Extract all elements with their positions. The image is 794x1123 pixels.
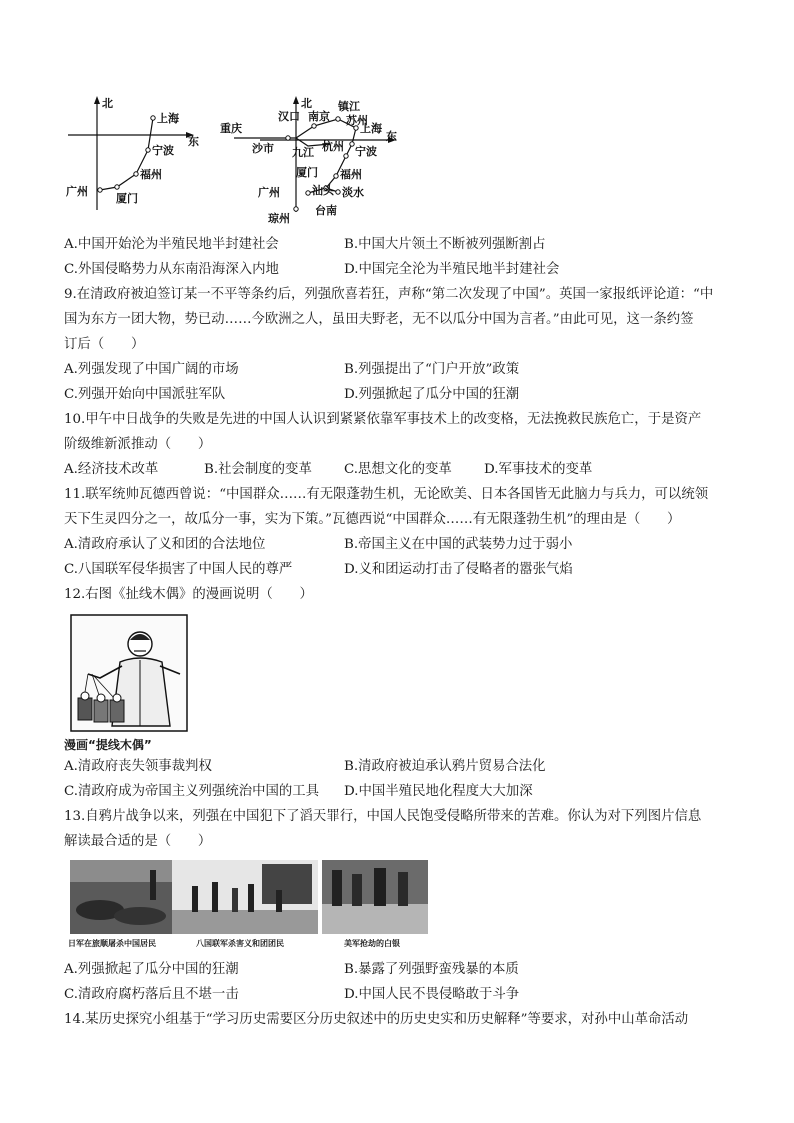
q10-option-a: A.经济技术改革 (64, 462, 159, 477)
map2-city: 镇江 (338, 100, 360, 113)
map2-city: 上海 (360, 122, 382, 135)
q11-option-c: C.八国联军侵华损害了中国人民的尊严 (64, 562, 293, 577)
q11-option-b: B.帝国主义在中国的武装势力过于弱小 (344, 537, 573, 552)
q13-option-d: D.中国人民不畏侵略敢于斗争 (344, 987, 520, 1002)
q9-option-c: C.列强开始向中国派驻军队 (64, 387, 226, 402)
q8-option-c: C.外国侵略势力从东南沿海深入内地 (64, 262, 279, 277)
photo-caption: 美军抢劫的白银 (344, 939, 400, 948)
map1-east-label: 东 (188, 135, 199, 148)
q12-option-d: D.中国半殖民地化程度大大加深 (344, 784, 533, 799)
q11-option-a: A.清政府承认了义和团的合法地位 (64, 537, 266, 552)
map2-city: 台南 (315, 204, 337, 217)
photo-caption: 日军在旅顺屠杀中国居民 (68, 939, 156, 948)
map2-city: 广州 (258, 186, 280, 199)
map2-city: 杭州 (322, 140, 344, 153)
map2-city: 宁波 (355, 145, 377, 158)
q12-option-c: C.清政府成为帝国主义列强统治中国的工具 (64, 784, 320, 799)
q11-option-d: D.义和团运动打击了侵略者的嚣张气焰 (344, 562, 573, 577)
q8-option-d: D.中国完全沦为半殖民地半封建社会 (344, 262, 560, 277)
map2-city: 九江 (292, 146, 314, 159)
map2-north-label: 北 (301, 97, 312, 110)
q12-stem: 12.右图《扯线木偶》的漫画说明（ ） (64, 587, 313, 602)
map1-city: 上海 (157, 112, 179, 125)
map1-city: 广州 (66, 185, 88, 198)
map2-city: 重庆 (220, 122, 242, 135)
q13-option-c: C.清政府腐朽落后且不堪一击 (64, 987, 239, 1002)
cartoon-caption: 漫画“提线木偶” (64, 738, 152, 752)
q9-stem: 9.在清政府被迫签订某一不平等条约后，列强欣喜若狂，声称“第二次发现了中国”。英国一家报纸评论道：“中 (64, 287, 714, 302)
q8-option-b: B.中国大片领土不断被列强断割占 (344, 237, 546, 252)
map2-city: 汉口 (278, 110, 300, 123)
q10-stem: 阶级维新派推动（ ） (64, 437, 212, 452)
q9-option-d: D.列强掀起了瓜分中国的狂潮 (344, 387, 520, 402)
q10-option-b: B.社会制度的变革 (204, 462, 312, 477)
q13-option-b: B.暴露了列强野蛮残暴的本质 (344, 962, 519, 977)
map1-city: 福州 (140, 168, 162, 181)
map-treaty-ports-1860 (212, 92, 417, 232)
q13-stem: 13.自鸦片战争以来，列强在中国犯下了滔天罪行，中国人民饱受侵略所带来的苦难。你认为对下列图片信息 (64, 809, 702, 824)
q10-option-c: C.思想文化的变革 (344, 462, 452, 477)
map-treaty-ports-1842 (60, 92, 210, 212)
photo-lushun-massacre (70, 860, 172, 934)
q9-stem: 订后（ ） (64, 337, 145, 352)
map2-city: 福州 (340, 168, 362, 181)
map1-city: 宁波 (152, 144, 174, 157)
map2-city: 淡水 (342, 186, 364, 199)
q13-option-a: A.列强掀起了瓜分中国的狂潮 (64, 962, 239, 977)
map1-north-label: 北 (102, 97, 113, 110)
map2-city: 琼州 (268, 212, 290, 225)
q9-option-a: A.列强发现了中国广阔的市场 (64, 362, 239, 377)
q10-stem: 10.甲午中日战争的失败是先进的中国人认识到紧紧依靠军事技术上的改变格，无法挽救民族危亡，于是资产 (64, 412, 702, 427)
q8-option-a: A.中国开始沦为半殖民地半封建社会 (64, 237, 279, 252)
map2-city: 南京 (308, 110, 330, 123)
q11-stem: 天下生灵四分之一，故瓜分一事，实为下策。”瓦德西说“中国群众……有无限蓬勃生机”的理由是（ ） (64, 512, 681, 527)
q9-stem: 国为东方一团大物，势已动……今欧洲之人，虽田夫野老，无不以瓜分中国为言者。”由此可见，这一条约签 (64, 312, 694, 327)
q12-option-b: B.清政府被迫承认鸦片贸易合法化 (344, 759, 546, 774)
q10-option-d: D.军事技术的变革 (484, 462, 593, 477)
cartoon-puppet-image (70, 614, 188, 732)
q9-option-b: B.列强提出了“门户开放”政策 (344, 362, 520, 377)
photo-allied-forces (172, 860, 318, 934)
q12-option-a: A.清政府丧失领事裁判权 (64, 759, 212, 774)
map2-city: 汕头 (312, 184, 334, 197)
map2-city: 沙市 (252, 142, 274, 155)
map2-east-label: 东 (386, 130, 397, 143)
q14-stem: 14.某历史探究小组基于“学习历史需要区分历史叙述中的历史史实和历史解释”等要求，对孙中山革命活动 (64, 1012, 689, 1027)
photo-caption: 八国联军杀害义和团团民 (196, 939, 284, 948)
map2-city: 苏州 (346, 114, 368, 127)
photo-silver-looted (322, 860, 428, 934)
q13-stem: 解读最合适的是（ ） (64, 834, 212, 849)
map1-city: 厦门 (116, 192, 138, 205)
map2-city: 厦门 (296, 166, 318, 179)
q11-stem: 11.联军统帅瓦德西曾说：“中国群众……有无限蓬勃生机，无论欧美、日本各国皆无此脑力与兵力，可以统领 (64, 487, 709, 502)
